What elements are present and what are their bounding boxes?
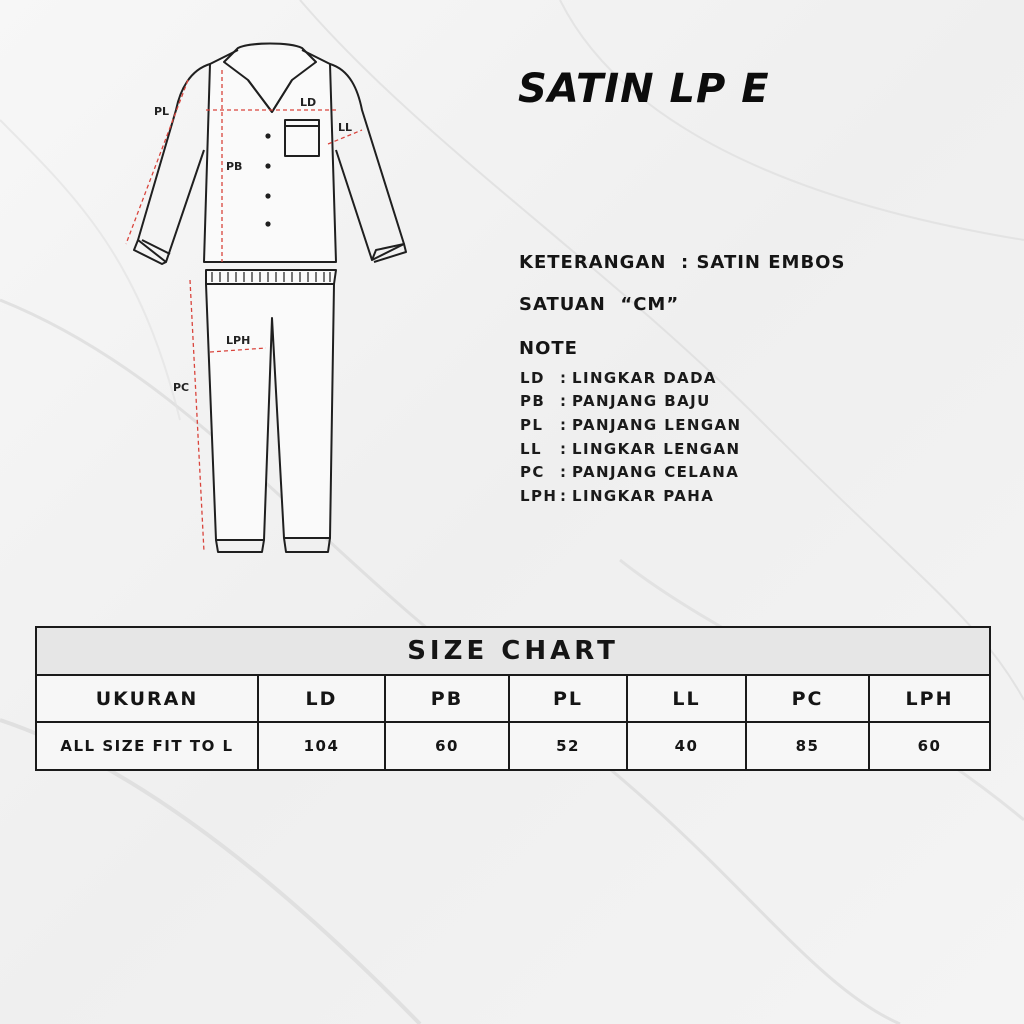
satuan-line — [519, 294, 679, 315]
table-cell: 104 — [258, 722, 385, 770]
note-code: LL — [520, 439, 542, 458]
shirt-right-sleeve — [330, 64, 404, 260]
keterangan-line: KETERANGAN : SATIN EMBOS — [519, 252, 846, 273]
header-cell: PL — [509, 675, 627, 722]
header-cell: LL — [627, 675, 746, 722]
satuan-value: “CM” — [620, 294, 680, 315]
table-cell: 52 — [509, 722, 627, 770]
header-cell: LPH — [869, 675, 990, 722]
note-item: LPH : LINGKAR PAHA — [520, 486, 715, 505]
keterangan-value: SATIN EMBOS — [696, 252, 846, 273]
label-pc: PC — [173, 381, 190, 394]
header-cell: UKURAN — [36, 675, 258, 722]
note-desc: LINGKAR PAHA — [572, 486, 715, 505]
note-code: PL — [520, 415, 544, 434]
note-code: LD — [520, 368, 545, 387]
note-list — [520, 366, 742, 508]
note-code: PC — [520, 463, 545, 482]
note-desc: LINGKAR LENGAN — [572, 439, 741, 458]
size-chart-table — [35, 626, 991, 771]
satuan-label: SATUAN — [519, 294, 606, 315]
table-cell: 40 — [627, 722, 746, 770]
label-ld: LD — [300, 96, 317, 109]
product-title: SATIN LP E — [518, 66, 770, 112]
table-cell: 60 — [869, 722, 990, 770]
table-row — [36, 722, 990, 770]
header-cell: PC — [746, 675, 869, 722]
label-ll: LL — [338, 121, 353, 134]
pajama-illustration — [110, 40, 430, 570]
note-code: LPH — [520, 486, 558, 505]
keterangan-label: KETERANGAN — [519, 252, 667, 273]
label-pb: PB — [226, 160, 243, 173]
note-heading: NOTE — [519, 338, 578, 359]
table-cell: 60 — [385, 722, 509, 770]
header-cell: LD — [258, 675, 385, 722]
table-cell: 85 — [746, 722, 869, 770]
note-code: PB — [520, 392, 546, 411]
note-desc: LINGKAR DADA — [572, 368, 717, 387]
label-pl: PL — [154, 105, 170, 118]
note-item: PB : PANJANG BAJU — [520, 392, 711, 411]
note-item: LL : LINGKAR LENGAN — [520, 439, 741, 458]
size-chart-header-row — [36, 675, 990, 722]
note-item: LD : LINGKAR DADA — [520, 368, 717, 387]
note-desc: PANJANG LENGAN — [572, 415, 742, 434]
header-cell: PB — [385, 675, 509, 722]
note-desc: PANJANG CELANA — [572, 463, 740, 482]
note-item: PC : PANJANG CELANA — [520, 463, 740, 482]
shirt-left-sleeve — [138, 64, 210, 262]
pants-outline — [206, 270, 336, 540]
table-cell: ALL SIZE FIT TO L — [36, 722, 258, 770]
label-lph: LPH — [226, 334, 251, 347]
note-item: PL : PANJANG LENGAN — [520, 415, 742, 434]
note-desc: PANJANG BAJU — [572, 392, 711, 411]
size-chart-caption: SIZE CHART — [36, 627, 990, 675]
